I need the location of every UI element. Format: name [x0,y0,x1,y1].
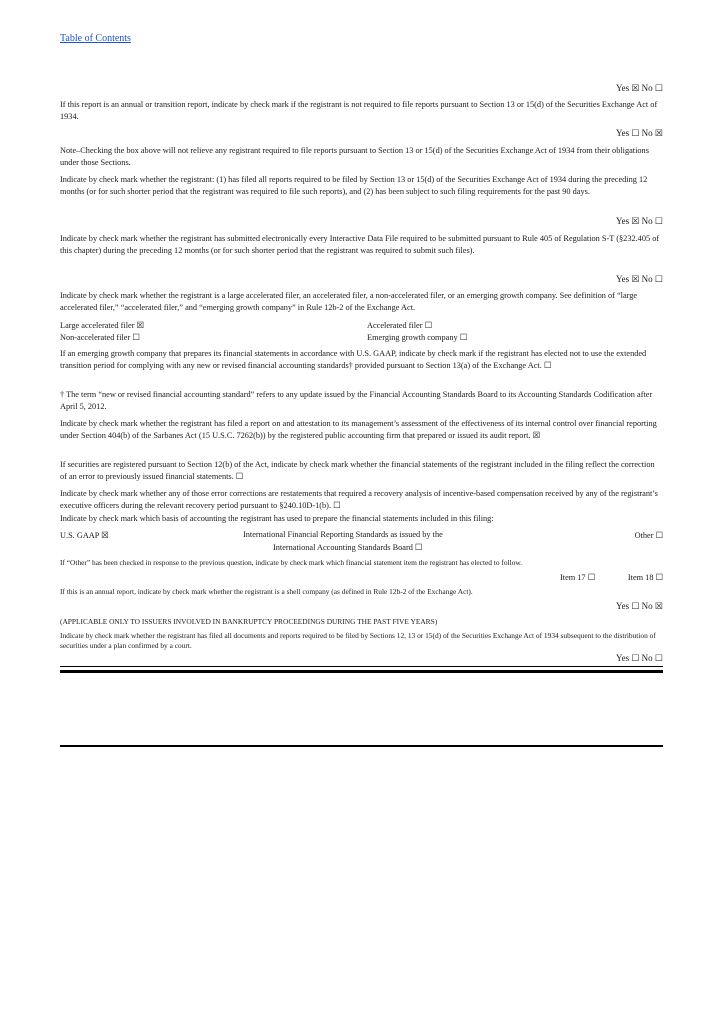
emerging-growth-company: Emerging growth company ☐ [367,333,468,342]
other-option: Other ☐ [634,531,663,540]
paragraph-error-correction: If securities are registered pursuant to Section 12(b) of the Act, indicate by check mark whether the financial statements of the registrant included in the filing reflect the correction of an error to previously issued financial statements. ☐ [60,460,655,482]
paragraph-other-checked: If “Other” has been checked in response to the previous question, indicate by check mark which financial statement item the registrant has elected to follow. [60,558,523,567]
check-line-1: Yes ☒ No ☐ [616,83,663,93]
check-line-6: Yes ☐ No ☐ [616,653,663,663]
item-17-option: Item 17 ☐ [560,573,596,582]
divider-bottom [60,745,663,747]
divider-thick [60,670,663,673]
paragraph-note-checking: Note–Checking the box above will not relieve any registrant required to file reports pursuant to Section 13 or 15(d) of the Securities Exchange Act of 1934 from their obligations under those Sections. [60,146,649,168]
check-line-2: Yes ☐ No ☒ [616,128,663,138]
paragraph-internal-control: Indicate by check mark whether the registrant has filed a report on and attestation to its management’s assessment of the effectiveness of its internal control over financial reporting under Section 404(b) of the Sarbanes Act (15 U.S.C. 7262(b)) by the registered public accounting firm that prepared or issued its audit report. ☒ [60,419,657,441]
ifrs-option-line1: International Financial Reporting Standards as issued by the [243,530,443,539]
table-of-contents-link[interactable]: Table of Contents [60,33,131,44]
paragraph-emerging-growth: If an emerging growth company that prepares its financial statements in accordance with U.S. GAAP, indicate by check mark if the registrant has elected not to use the extended transition period for complying with any new or revised financial accounting standards† provided pursuant to Section 13(a) of the Exchange Act. ☐ [60,349,647,371]
check-line-3: Yes ☒ No ☐ [616,216,663,226]
paragraph-shell-company: If this is an annual report, indicate by check mark whether the registrant is a shell company (as defined in Rule 12b-2 of the Exchange Act). [60,587,473,596]
paragraph-interactive-data: Indicate by check mark whether the registrant has submitted electronically every Interactive Data File required to be submitted pursuant to Rule 405 of Regulation S-T (§232.405 of this chapter) during the preceding 12 months (or for such shorter period that the registrant was required to submit such files). [60,234,660,256]
non-accelerated-filer: Non-accelerated filer ☐ [60,333,140,342]
us-gaap-option: U.S. GAAP ☒ [60,531,109,540]
check-line-5: Yes ☐ No ☒ [616,601,663,611]
paragraph-recovery-analysis: Indicate by check mark whether any of those error corrections are restatements that required a recovery analysis of incentive-based compensation received by any of the registrant’s executive officers during the relevant recovery period pursuant to §240.10D-1(b). ☐ [60,489,658,511]
divider-thin [60,666,663,667]
paragraph-bankruptcy-heading: (APPLICABLE ONLY TO ISSUERS INVOLVED IN BANKRUPTCY PROCEEDINGS DURING THE PAST FIVE YEARS) [60,617,438,626]
item-18-option: Item 18 ☐ [627,573,663,582]
paragraph-accounting-basis: Indicate by check mark which basis of accounting the registrant has used to prepare the financial statements included in this filing: [60,514,494,523]
ifrs-option-line2: International Accounting Standards Board ☐ [273,543,423,552]
paragraph-filed-all-reports: Indicate by check mark whether the registrant: (1) has filed all reports required to be filed by Section 13 or 15(d) of the Securities Exchange Act of 1934 during the preceding 12 months (or for such shorter period that the registrant was required to file such reports), and (2) has been subject to such filing requirements for the past 90 days. [60,175,648,197]
large-accelerated-filer: Large accelerated filer ☒ [60,321,144,330]
paragraph-filer-type: Indicate by check mark whether the registrant is a large accelerated filer, an accelerated filer, a non-accelerated filer, or an emerging growth company. See definition of “large accelerated filer,” “accelerated filer,” and “emerging growth company” in Rule 12b-2 of the Exchange Act. [60,291,638,313]
paragraph-not-required-to-file: If this report is an annual or transition report, indicate by check mark if the registrant is not required to file reports pursuant to Section 13 or 15(d) of the Securities Exchange Act of 1934. [60,100,658,122]
check-line-4: Yes ☒ No ☐ [616,274,663,284]
paragraph-bankruptcy-documents: Indicate by check mark whether the registrant has filed all documents and reports required to be filed by Sections 12, 13 or 15(d) of the Securities Exchange Act of 1934 subsequent to the distribution of securities under a plan confirmed by a court. [60,631,656,650]
accelerated-filer: Accelerated filer ☐ [367,321,433,330]
paragraph-new-standard-footnote: † The term “new or revised financial accounting standard” refers to any update issued by the Financial Accounting Standards Board to its Accounting Standards Codification after April 5, 2012. [60,390,653,412]
